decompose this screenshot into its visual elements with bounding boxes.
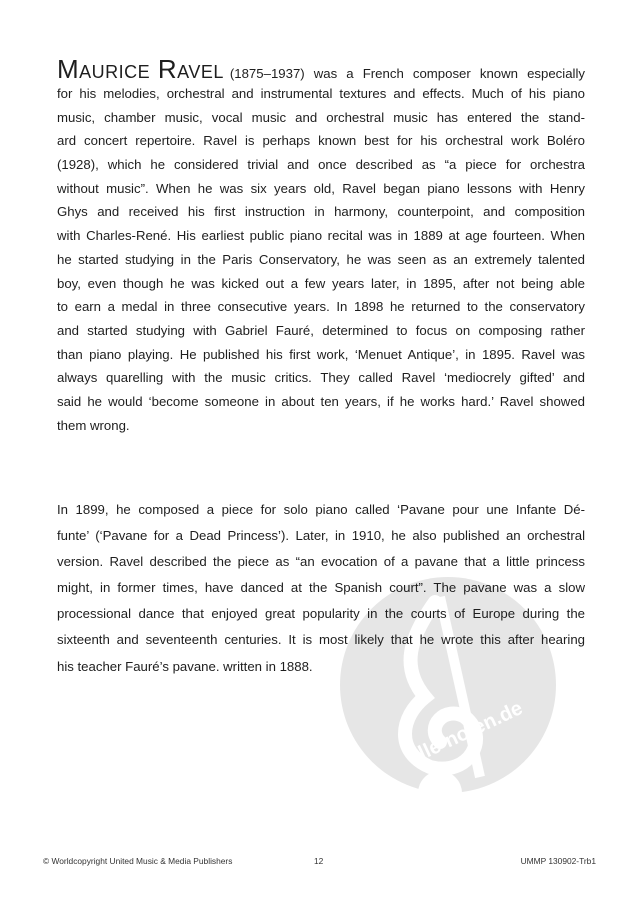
- text-line: and started studying with Gabriel Fauré, determined to focus on composing rather: [57, 322, 585, 338]
- footer-page-number: 12: [314, 856, 324, 866]
- text-line: his teacher Fauré’s pavane. written in 1888.: [57, 658, 313, 674]
- text-line: said he would ‘become someone in about ten years, if he works hard.’ Ravel showed: [57, 393, 585, 409]
- text-line: without music”. When he was six years old, Ravel began piano lessons with Henry: [57, 180, 585, 196]
- text-line: might, in former times, have danced at the Spanish court”. The pavane was a slow: [57, 580, 585, 596]
- footer-catalog-number: UMMP 130902-Trb1: [520, 856, 596, 866]
- paragraph-2: [57, 497, 585, 680]
- page-title: Maurice Ravel: [57, 54, 224, 84]
- text-line: always quarelling with the music critics. They called Ravel ‘mediocrely gifted’ and: [57, 370, 585, 386]
- text-line: Ghys and received his first instruction in harmony, counterpoint, and composition: [57, 204, 585, 220]
- text-line: processional dance that enjoyed great popularity in the courts of Europe during the: [57, 606, 585, 622]
- text-line: music, chamber music, vocal music and orchestral music has entered the stand-: [57, 109, 585, 125]
- text-line: (1928), which he considered trivial and once described as “a piece for orchestra: [57, 157, 585, 173]
- watermark-text: alle-noten.de: [405, 697, 527, 770]
- text-line: ard concert repertoire. Ravel is perhaps known best for his orchestral work Boléro: [57, 133, 585, 149]
- text-line: funte’ (‘Pavane for a Dead Princess’). Later, in 1910, he also published an orchestral: [57, 528, 585, 544]
- text-line: for his melodies, orchestral and instrumental textures and effects. Much of his piano: [57, 86, 585, 101]
- text-line: he started studying in the Paris Conservatory, he was seen as an extremely talented: [57, 251, 585, 267]
- paragraph-1: [57, 56, 585, 437]
- text-line: In 1899, he composed a piece for solo piano called ‘Pavane pour une Infante Dé-: [57, 502, 585, 517]
- text-line: boy, even though he was kicked out a few years later, in 1895, after not being able: [57, 275, 585, 291]
- text-line: than piano playing. He published his first work, ‘Menuet Antique’, in 1895. Ravel was: [57, 346, 585, 362]
- text-line: them wrong.: [57, 417, 130, 433]
- first-line: [57, 56, 585, 82]
- text-line: version. Ravel described the piece as “an evocation of a pavane that a little princess: [57, 554, 585, 570]
- text-line: (1875–1937) was a French composer known especially: [229, 66, 585, 81]
- text-line: sixteenth and seventeenth centuries. It is most likely that he wrote this after hearing: [57, 632, 585, 648]
- text-line: with Charles-René. His earliest public piano recital was in 1889 at age fourteen. When: [57, 228, 585, 244]
- text-line: to earn a medal in three consecutive years. In 1898 he returned to the conservatory: [57, 299, 585, 315]
- footer-copyright: © Worldcopyright United Music & Media Publishers: [43, 856, 233, 866]
